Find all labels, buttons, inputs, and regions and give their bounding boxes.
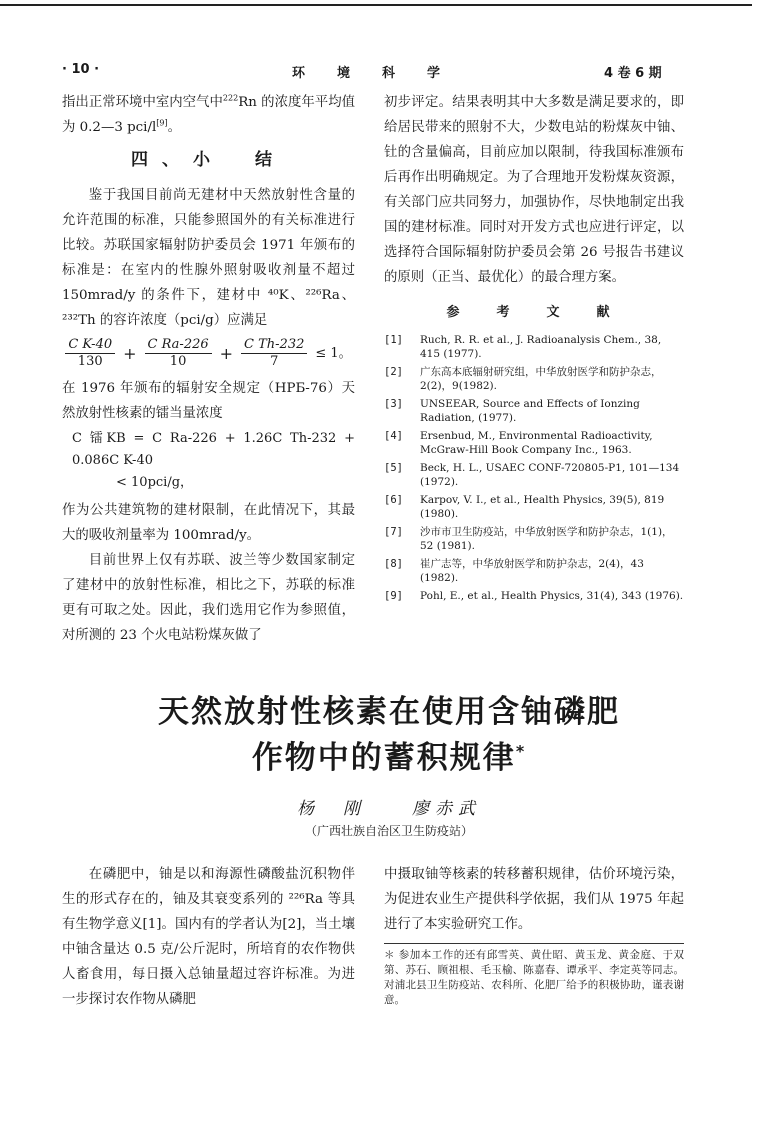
section-title: 四、小 结 — [131, 150, 286, 170]
reference-number: [2] — [384, 366, 403, 378]
reference-text: Pohl, E., et al., Health Physics, 31(4), 343 (1976). — [420, 590, 684, 602]
fraction: $\frac{\text{C Ra-226}}{10}$ — [145, 337, 212, 370]
article-title-line2: 作物中的蓄积规律* — [251, 740, 527, 776]
reference-item — [384, 429, 684, 457]
authors: 杨 刚 廖赤武 — [297, 799, 481, 819]
paragraph: 在磷肥中，铀是以和海源性磷酸盐沉积物伴生的形式存在的，铀及其衰变系列的 ²²⁶Ra 等具有生物学意义[1]。国内有的学者认为[2]，当土壤中铀含量达 0.5 克/公斤泥时，所培育的农作物供人畜食用，每日摄入总铀量超过容许标准。为进一步探讨农作物从磷肥 — [62, 867, 355, 1007]
issue-label: 4 卷 6 期 — [604, 66, 662, 81]
reference-number: [1] — [384, 334, 403, 346]
left-column — [62, 90, 355, 648]
reference-item — [384, 525, 684, 553]
reference-item — [384, 397, 684, 425]
reference-text: 沙市市卫生防疫站，中华放射医学和防护杂志，1(1)，52 (1981). — [420, 526, 673, 552]
reference-number: [6] — [384, 494, 403, 506]
reference-text: 广东高本底辐射研究组，中华放射医学和防护杂志，2(2)，9(1982). — [420, 366, 662, 392]
references-title: 参 考 文 献 — [446, 305, 622, 320]
reference-number: [9] — [384, 590, 403, 602]
paragraph: 鉴于我国目前尚无建材中天然放射性含量的允许范围的标准，只能参照国外的有关标准进行比较。苏联国家辐射防护委员会 1971 年颁布的标准是：在室内的性腺外照射吸收剂量不超过 150mrad/y 的条件下，建材中 ⁴⁰K、²²⁶Ra、²³²Th 的容许浓度（pci/g）应满足 — [62, 188, 355, 328]
reference-text: Beck, H. L., USAEC CONF-720805-P1, 101—134 (1972). — [420, 462, 680, 488]
paragraph: 作为公共建筑物的建材限制，在此情况下，其最大的吸收剂量率为 100mrad/y。 — [62, 503, 355, 543]
reference-text: Ersenbud, M., Environmental Radioactivity, McGraw-Hill Book Company Inc., 1963. — [420, 430, 653, 456]
article-right-column — [384, 862, 684, 1008]
formula-1: $\frac{\text{C K-40}}{130}$ + $\frac{\text{C Ra-226}}{10}$ + $\frac{\text{C Th-232}}{7}$ ≤ 1。 — [62, 337, 355, 370]
paragraph: 目前世界上仅有苏联、波兰等少数国家制定了建材中的放射性标准，相比之下，苏联的标准更有可取之处。因此，我们选用它作为参照值，对所测的 23 个火电站粉煤灰做了 — [62, 553, 355, 643]
reference-number: [4] — [384, 430, 403, 442]
reference-item — [384, 493, 684, 521]
reference-item — [384, 461, 684, 489]
journal-title: 环 境 科 学 — [292, 66, 443, 81]
reference-number: [8] — [384, 558, 403, 570]
paragraph: 中摄取铀等核素的转移蓄积规律，估价环境污染，为促进农业生产提供科学依据，我们从 1975 年起进行了本实验研究工作。 — [384, 867, 684, 932]
formula-2: C 镭KB = C Ra-226 + 1.26C Th-232 + 0.086C K-40 < 10pci/g， — [72, 431, 355, 490]
article-title-line1: 天然放射性核素在使用含铀磷肥 — [158, 694, 620, 730]
fraction: $\frac{\text{C Th-232}}{7}$ — [241, 337, 307, 370]
reference-item — [384, 589, 684, 603]
reference-list — [384, 333, 684, 603]
paragraph: 指出正常环境中室内空气中$^{222}$Rn 的浓度年平均值为 0.2—3 pci/l[9]。 — [62, 93, 356, 135]
reference-text: 崔广志等，中华放射医学和防护杂志，2(4)，43 (1982). — [420, 558, 644, 584]
reference-number: [5] — [384, 462, 403, 474]
reference-text: UNSEEAR, Source and Effects of Ionzing Radiation, (1977). — [420, 398, 640, 424]
article-left-column — [62, 862, 355, 1012]
affiliation: （广西壮族自治区卫生防疫站） — [304, 824, 473, 838]
paragraph: 在 1976 年颁布的辐射安全规定（НРБ-76）天然放射性核素的镭当量浓度 — [62, 381, 355, 421]
page-number: · 10 · — [62, 62, 100, 77]
right-column — [384, 90, 684, 607]
reference-text: Ruch, R. R. et al., J. Radioanalysis Chem., 38, 415 (1977). — [420, 334, 662, 360]
reference-number: [3] — [384, 398, 403, 410]
paragraph: 初步评定。结果表明其中大多数是满足要求的，即给居民带来的照射不大，少数电站的粉煤灰中铀、钍的含量偏高，目前应加以限制，待我国标准颁布后再作出明确规定。为了合理地开发粉煤灰资源，有关部门应共同努力，加强协作，尽快地制定出我国的建材标准。同时对开发方式也应进行评定，以选择符合国际辐射防护委员会第 26 号报告书建议的原则（正当、最优化）的最合理方案。 — [384, 95, 684, 285]
reference-item — [384, 333, 684, 361]
top-rule — [0, 4, 752, 6]
reference-text: Karpov, V. I., et al., Health Physics, 39(5), 819 (1980). — [420, 494, 665, 520]
footnote: ＊ 参加本工作的还有邱雪英、黄仕昭、黄玉龙、黄金庭、于双第、苏石、顾祖根、毛玉榆、陈嘉春、谭承平、李定英等同志。对浦北县卫生防疫站、农科所、化肥厂给予的积极协助，谨表谢意。 — [384, 943, 684, 1008]
fraction: $\frac{\text{C K-40}}{130}$ — [65, 337, 115, 370]
reference-number: [7] — [384, 526, 403, 538]
reference-item — [384, 557, 684, 585]
reference-item — [384, 365, 684, 393]
